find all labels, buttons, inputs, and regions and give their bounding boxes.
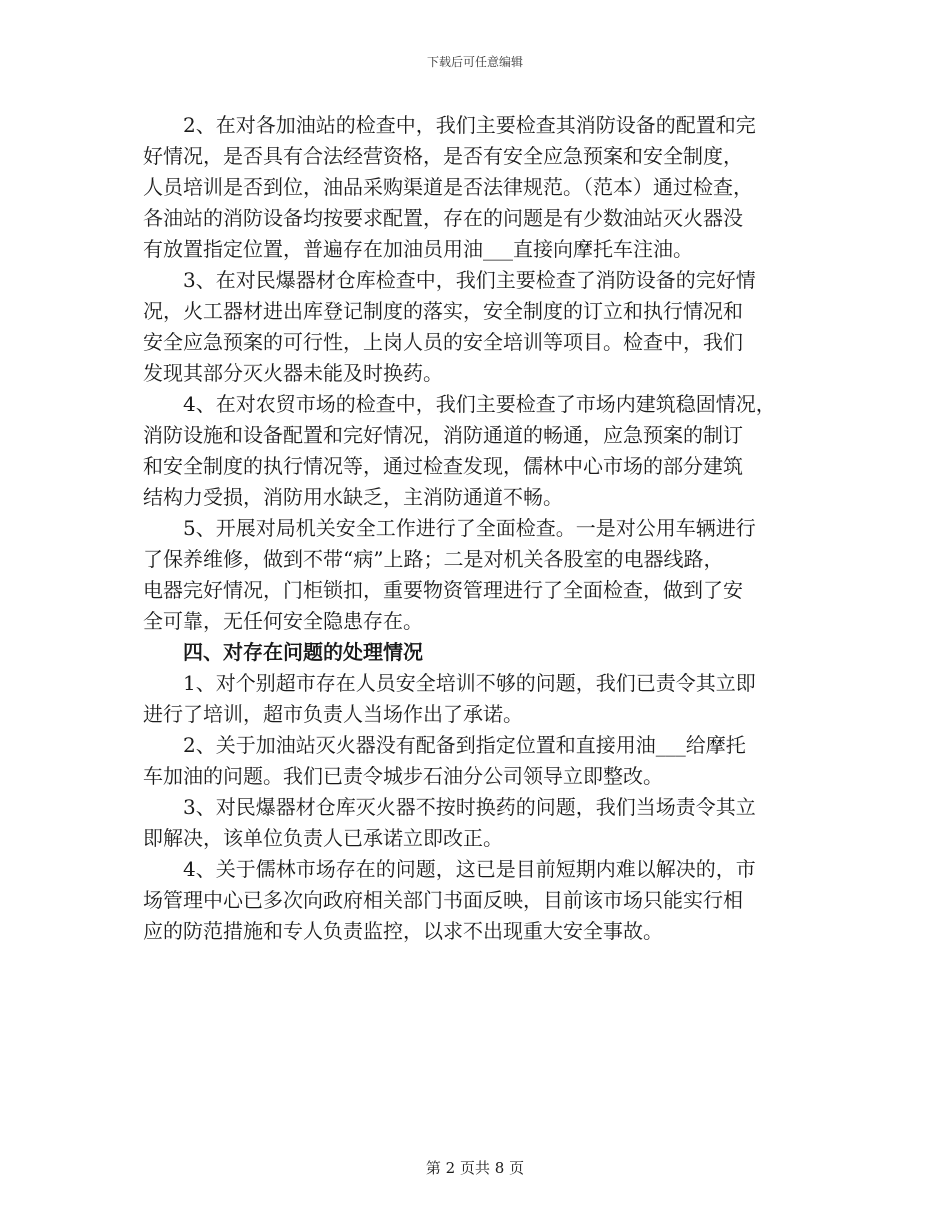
- text-line: 4、关于儒林市场存在的问题，这已是目前短期内难以解决的，市: [183, 857, 756, 881]
- paragraph-farmers-market-inspection: [143, 389, 823, 513]
- text-line: 况，火工器材进出库登记制度的落实，安全制度的订立和执行情况和: [143, 299, 743, 323]
- text-line: 安全应急预案的可行性，上岗人员的安全培训等项目。检查中，我们: [143, 330, 743, 354]
- text-line: 场管理中心已多次向政府相关部门书面反映，目前该市场只能实行相: [143, 888, 743, 912]
- page-number-footer: 第 2 页共 8 页: [425, 1159, 525, 1177]
- document-body: [143, 110, 823, 947]
- text-line: 1、对个别超市存在人员安全培训不够的问题，我们已责令其立即: [183, 671, 756, 695]
- text-line: 应的防范措施和专人负责监控，以求不出现重大安全事故。: [143, 919, 663, 943]
- text-line: 和安全制度的执行情况等，通过检查发现，儒林中心市场的部分建筑: [143, 454, 743, 478]
- paragraph-explosives-warehouse-inspection: [143, 265, 823, 389]
- page-header: 下载后可任意编辑: [426, 55, 523, 69]
- text-line: 进行了培训，超市负责人当场作出了承诺。: [143, 702, 523, 726]
- text-line: 2、关于加油站灭火器没有配备到指定位置和直接用油___给摩托: [183, 733, 746, 757]
- text-line: 车加油的问题。我们已责令城步石油分公司领导立即整改。: [143, 764, 663, 788]
- paragraph-gas-station-inspection: [143, 110, 823, 265]
- text-line: 3、在对民爆器材仓库检查中，我们主要检查了消防设备的完好情: [183, 268, 756, 292]
- text-line: 全可靠，无任何安全隐患存在。: [143, 609, 423, 633]
- paragraph-rulin-market-fix: [143, 854, 823, 947]
- text-line: 电器完好情况，门柜锁扣，重要物资管理进行了全面检查，做到了安: [143, 578, 743, 602]
- text-line: 了保养维修，做到不带“病”上路；二是对机关各股室的电器线路，: [143, 547, 724, 571]
- text-line: 好情况，是否具有合法经营资格，是否有安全应急预案和安全制度，: [143, 144, 743, 168]
- paragraph-warehouse-fix: [143, 792, 823, 854]
- paragraph-bureau-safety-inspection: [143, 513, 823, 637]
- text-line: 即解决，该单位负责人已承诺立即改正。: [143, 826, 503, 850]
- text-line: 各油站的消防设备均按要求配置，存在的问题是有少数油站灭火器没: [143, 206, 743, 230]
- text-line: 3、对民爆器材仓库灭火器不按时换药的问题，我们当场责令其立: [183, 795, 756, 819]
- section-heading: 四、对存在问题的处理情况: [183, 640, 423, 664]
- text-line: 4、在对农贸市场的检查中，我们主要检查了市场内建筑稳固情况，: [183, 392, 776, 416]
- text-line: 结构力受损，消防用水缺乏，主消防通道不畅。: [143, 485, 563, 509]
- text-line: 人员培训是否到位，油品采购渠道是否法律规范。（范本）通过检查，: [143, 175, 753, 199]
- text-line: 消防设施和设备配置和完好情况，消防通道的畅通，应急预案的制订: [143, 423, 743, 447]
- paragraph-supermarket-training-fix: [143, 668, 823, 730]
- text-line: 发现其部分灭火器未能及时换药。: [143, 361, 443, 385]
- text-line: 有放置指定位置，普遍存在加油员用油___直接向摩托车注油。: [143, 237, 693, 261]
- paragraph-gas-station-fix: [143, 730, 823, 792]
- text-line: 2、在对各加油站的检查中，我们主要检查其消防设备的配置和完: [183, 113, 756, 137]
- text-line: 5、开展对局机关安全工作进行了全面检查。一是对公用车辆进行: [183, 516, 756, 540]
